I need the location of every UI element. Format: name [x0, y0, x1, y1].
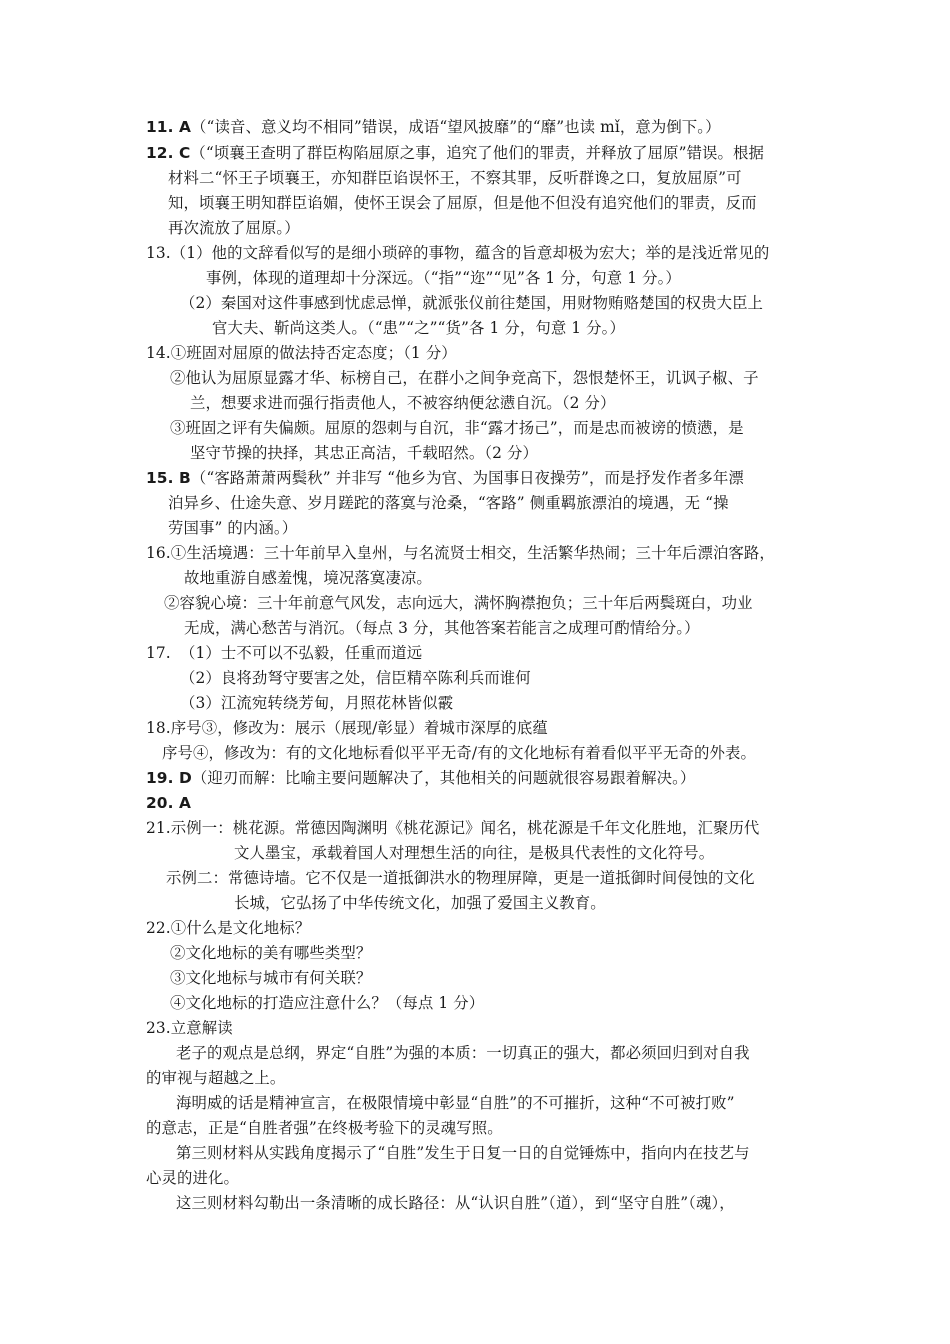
answer-12-line-4: 再次流放了屈原。）: [168, 219, 300, 237]
answer-21: [146, 817, 759, 839]
answer-23: [146, 1017, 233, 1039]
answer-14-line-4: ③班固之评有失偏颇。屈原的怨刺与自沉，非“露才扬己”，而是忠而被谤的愤懑，是: [170, 419, 744, 437]
answer-15-line-1: （“客路萧萧两鬓秋” 并非写 “他乡为官、为国事日夜操劳”，而是抒发作者多年漂: [190, 469, 744, 487]
answer-21-line-1: 示例一：桃花源。常德因陶渊明《桃花源记》闻名，桃花源是千年文化胜地，汇聚历代: [170, 819, 760, 837]
answer-19: [146, 767, 695, 789]
answer-23-line-2: 的审视与超越之上。: [146, 1069, 286, 1087]
answer-15-line-2: 泊异乡、仕途失意、岁月蹉跎的落寞与沧桑，“客路” 侧重羁旅漂泊的境遇，无 “操: [168, 494, 729, 512]
answer-23-line-5: 第三则材料从实践角度揭示了“自胜”发生于日复一日的自觉锤炼中，指向内在技艺与: [176, 1144, 750, 1162]
answer-18-line-1: 序号③，修改为：展示（展现/彰显）着城市深厚的底蕴: [170, 719, 548, 737]
answer-16-line-3: ②容貌心境：三十年前意气风发，志向远大，满怀胸襟抱负；三十年后两鬓斑白，功业: [164, 594, 753, 612]
answer-15: [146, 467, 744, 489]
answer-15-number: 15. B: [146, 469, 191, 487]
answer-22-line-4: ④文化地标的打造应注意什么？（每点 1 分）: [170, 994, 485, 1012]
answer-12: [146, 142, 764, 164]
answer-16: [146, 542, 775, 564]
answer-23-line-7: 这三则材料勾勒出一条清晰的成长路径：从“认识自胜”（道），到“坚守自胜”（魂），: [176, 1194, 735, 1212]
answer-18: [146, 717, 548, 739]
answer-21-number: 21.: [146, 819, 171, 837]
answer-13-line-2: 事例，体现的道理却十分深远。（“指”“迩”“见”各 1 分，句意 1 分。）: [206, 269, 681, 287]
answer-18-number: 18.: [146, 719, 171, 737]
answer-12-number: 12. C: [146, 144, 191, 162]
answer-19-number: 19. D: [146, 769, 192, 787]
answer-14-line-3: 兰，想要求进而强行指责他人，不被容纳便忿懑自沉。（2 分）: [190, 394, 616, 412]
answer-13-number: 13.: [146, 244, 171, 262]
answer-12-line-3: 知，顷襄王明知群臣谄媚，使怀王误会了屈原，但是他不但没有追究他们的罪责，反而: [168, 194, 757, 212]
answer-14-line-5: 坚守节操的抉择，其忠正高洁，千载昭然。（2 分）: [190, 444, 538, 462]
answer-22-line-1: ①什么是文化地标？: [170, 919, 311, 937]
answer-18-line-2: 序号④，修改为：有的文化地标看似平平无奇/有的文化地标有着看似平平无奇的外表。: [162, 744, 756, 762]
answer-13-line-1: （1）他的文辞看似写的是细小琐碎的事物，蕴含的旨意却极为宏大；举的是浅近常见的: [170, 244, 770, 262]
answer-14: [146, 342, 457, 364]
answer-12-line-1: （“顷襄王查明了群臣构陷屈原之事，追究了他们的罪责，并释放了屈原”错误。根据: [190, 144, 765, 162]
answer-17-number: 17.: [146, 644, 171, 662]
answer-23-heading: 立意解读: [170, 1019, 233, 1037]
answer-23-line-4: 的意志，正是“自胜者强”在终极考验下的灵魂写照。: [146, 1119, 503, 1137]
answer-17-line-1: （1）士不可以不弘毅，任重而道远: [180, 644, 423, 662]
answer-17-line-3: （3）江流宛转绕芳甸，月照花林皆似霰: [180, 694, 454, 712]
answer-15-line-3: 劳国事” 的内涵。）: [168, 519, 298, 537]
answer-13-line-3: （2）秦国对这件事感到忧虑忌惮，就派张仪前往楚国，用财物贿赂楚国的权贵大臣上: [180, 294, 764, 312]
answer-20-number: 20. A: [146, 794, 192, 812]
answer-17-line-2: （2）良将劲弩守要害之处，信臣精卒陈利兵而谁何: [180, 669, 531, 687]
answer-16-line-4: 无成，满心愁苦与消沉。（每点 3 分，其他答案若能言之成理可酌情给分。）: [184, 619, 700, 637]
answer-14-line-1: ①班固对屈原的做法持否定态度；（1 分）: [170, 344, 457, 362]
answer-16-number: 16.: [146, 544, 171, 562]
answer-21-line-4: 长城，它弘扬了中华传统文化，加强了爱国主义教育。: [234, 894, 606, 912]
answer-13-line-4: 官大夫、靳尚这类人。（“患”“之”“货”各 1 分，句意 1 分。）: [212, 319, 625, 337]
answer-14-line-2: ②他认为屈原显露才华、标榜自己，在群小之间争竞高下，怨恨楚怀王，讥讽子椒、子: [170, 369, 759, 387]
answer-21-line-2: 文人墨宝，承载着国人对理想生活的向往，是极具代表性的文化符号。: [234, 844, 715, 862]
answer-16-line-1: ①生活境遇：三十年前早入皇州，与名流贤士相交，生活繁华热闹；三十年后漂泊客路，: [170, 544, 775, 562]
answer-22-line-2: ②文化地标的美有哪些类型？: [170, 944, 372, 962]
answer-11-number: 11. A: [146, 118, 192, 136]
answer-23-line-6: 心灵的进化。: [146, 1169, 239, 1187]
answer-19-text: （迎刃而解：比喻主要问题解决了，其他相关的问题就很容易跟着解决。）: [191, 769, 696, 787]
answer-13: [146, 242, 769, 264]
answer-23-line-1: 老子的观点是总纲，界定“自胜”为强的本质：一切真正的强大，都必须回归到对自我: [176, 1044, 750, 1062]
answer-22: [146, 917, 310, 939]
answer-12-line-2: 材料二“怀王子顷襄王，亦知群臣谄误怀王，不察其罪，反听群谗之口，复放屈原”可: [168, 169, 742, 187]
answer-23-line-3: 海明威的话是精神宣言，在极限情境中彰显“自胜”的不可摧折，这种“不可被打败”: [176, 1094, 735, 1112]
answer-11-text: （“读音、意义均不相同”错误，成语“望风披靡”的“靡”也读 mǐ，意为倒下。）: [191, 118, 721, 136]
answer-22-number: 22.: [146, 919, 171, 937]
answer-14-number: 14.: [146, 344, 171, 362]
answer-21-line-3: 示例二：常德诗墙。它不仅是一道抵御洪水的物理屏障，更是一道抵御时间侵蚀的文化: [166, 869, 755, 887]
answer-22-line-3: ③文化地标与城市有何关联？: [170, 969, 372, 987]
answer-23-number: 23.: [146, 1019, 171, 1037]
answer-11: [146, 116, 721, 138]
answer-16-line-2: 故地重游自感羞愧，境况落寞凄凉。: [184, 569, 432, 587]
